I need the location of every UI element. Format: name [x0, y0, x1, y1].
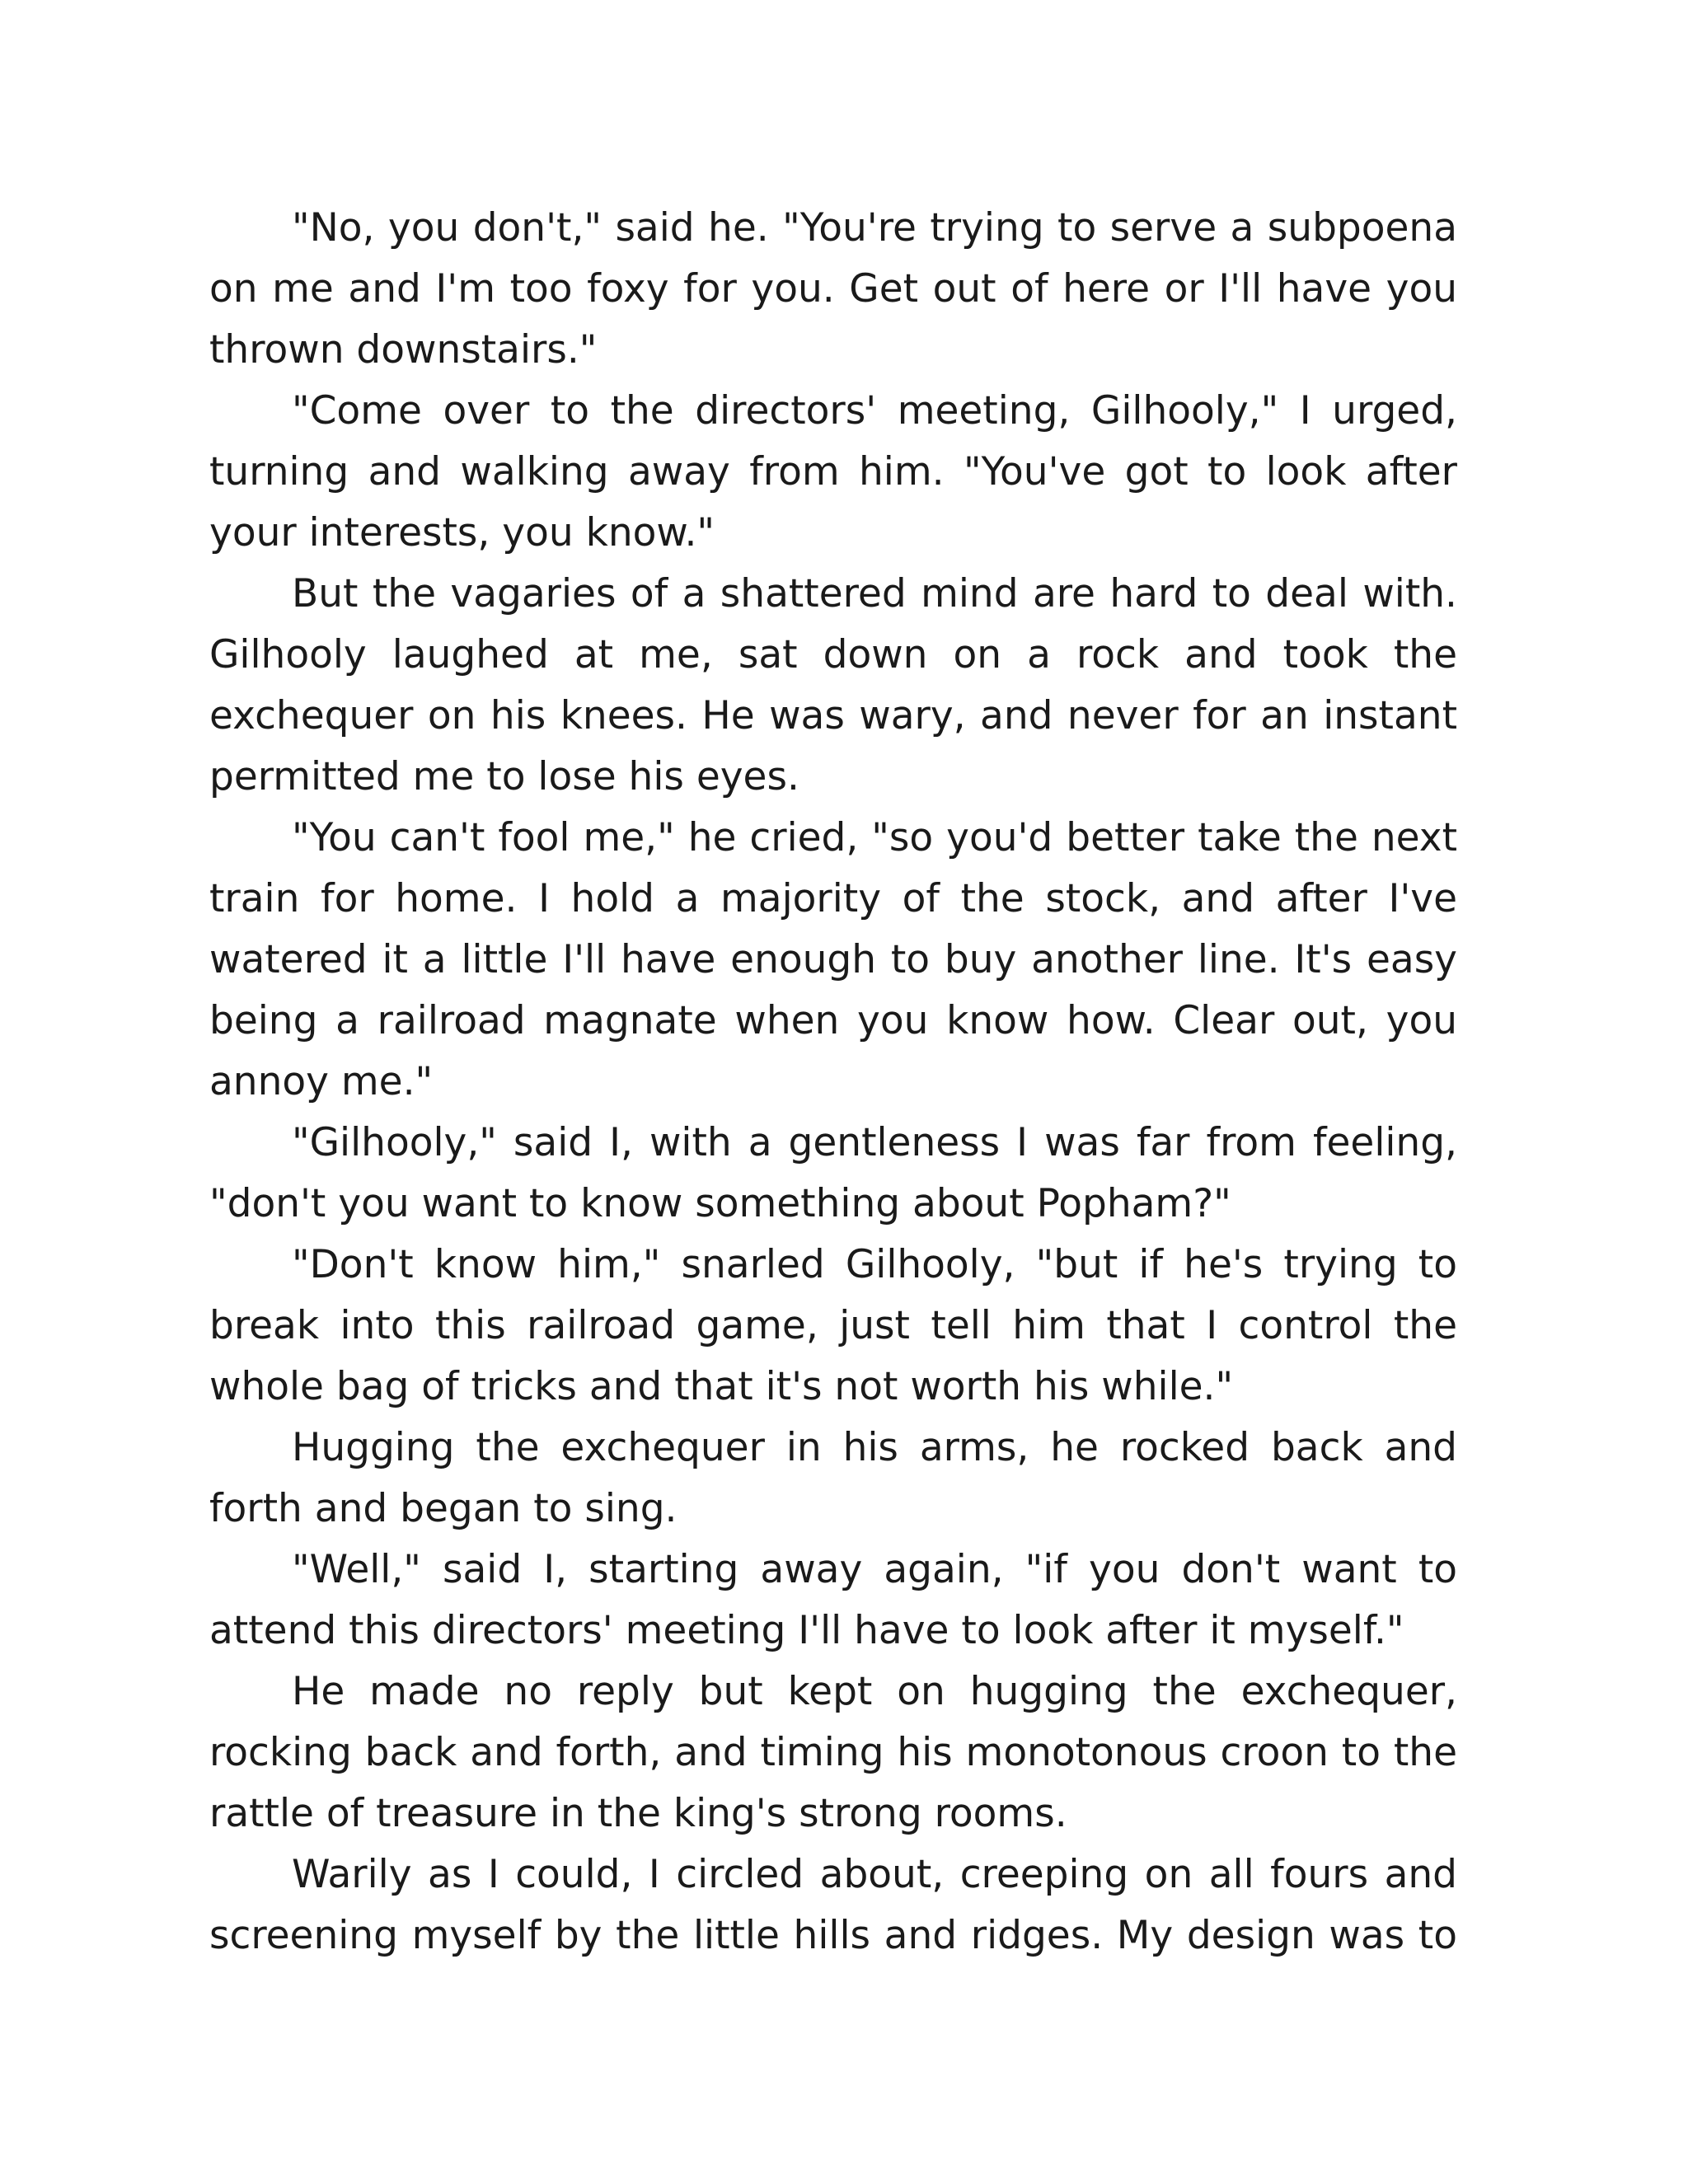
paragraph: "You can't fool me," he cried, "so you'd better take the next train for home. I hold a majority of the stock, and after I've watered it a little I'll have enough to buy another line. It's easy being a railroad magnate when you know how. Clear out, you annoy me.": [209, 815, 1457, 1104]
paragraph: "Don't know him," snarled Gilhooly, "but if he's trying to break into this railroad game, just tell him that I control the whole bag of tricks and that it's not worth his while.": [209, 1242, 1457, 1409]
paragraph: But the vagaries of a shattered mind are hard to deal with. Gilhooly laughed at me, sat down on a rock and took the exchequer on his knees. He was wary, and never for an instant permitted me to lose his eyes.: [209, 571, 1457, 799]
body-text: [209, 198, 1457, 1966]
paragraph: Warily as I could, I circled about, creeping on all fours and screening myself by the little hills and ridges. My design was to: [209, 1852, 1457, 1958]
paragraph: "Gilhooly," said I, with a gentleness I was far from feeling, "don't you want to know something about Popham?": [209, 1120, 1457, 1226]
paragraph: "Well," said I, starting away again, "if you don't want to attend this directors' meeting I'll have to look after it myself.": [209, 1547, 1457, 1653]
paragraph: He made no reply but kept on hugging the exchequer, rocking back and forth, and timing his monotonous croon to the rattle of treasure in the king's strong rooms.: [209, 1669, 1457, 1836]
paragraph: "No, you don't," said he. "You're trying to serve a subpoena on me and I'm too foxy for you. Get out of here or I'll have you thrown downstairs.": [209, 205, 1457, 373]
paragraph: Hugging the exchequer in his arms, he rocked back and forth and began to sing.: [209, 1425, 1457, 1531]
paragraph: "Come over to the directors' meeting, Gilhooly," I urged, turning and walking away from him. "You've got to look after your interests, you know.": [209, 388, 1457, 555]
